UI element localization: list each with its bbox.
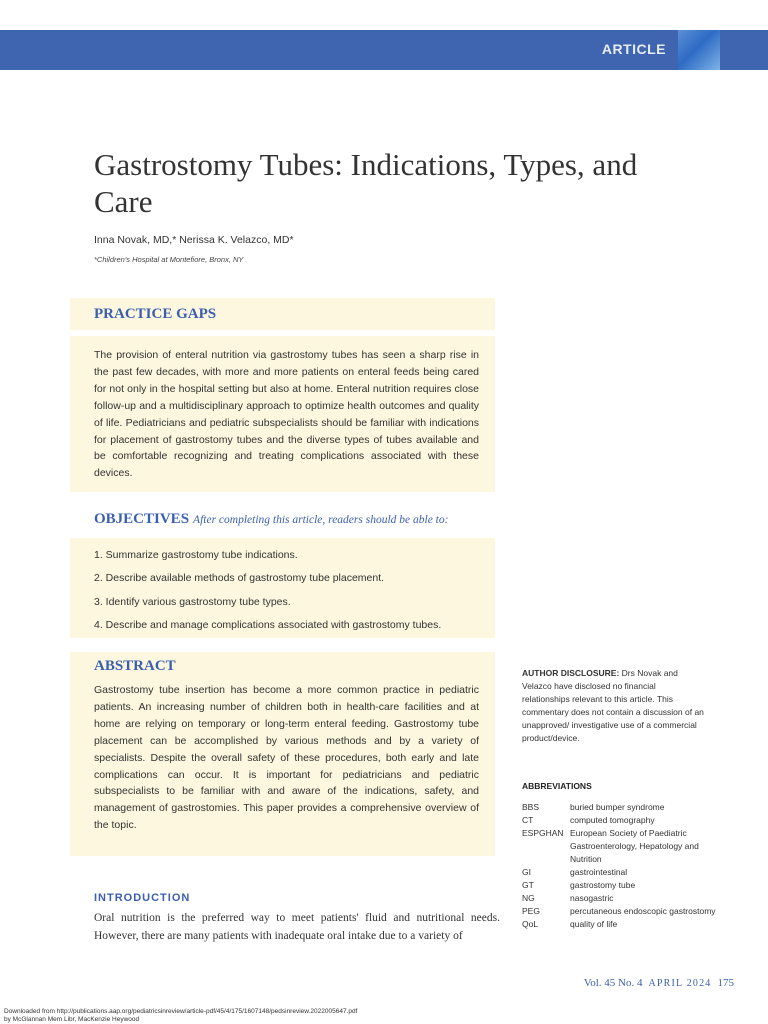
abbreviation-row xyxy=(522,892,722,905)
download-library-line: by McGlannan Mem Libr, MacKenzie Heywood xyxy=(4,1016,140,1023)
abbreviation-term: BBS xyxy=(522,802,540,812)
objective-item: 1. Summarize gastrostomy tube indications. xyxy=(94,549,298,561)
author-affiliation: *Children's Hospital at Montefiore, Bronx, NY xyxy=(94,255,244,264)
header-accent-tile xyxy=(678,30,720,70)
practice-gaps-text: The provision of enteral nutrition via gastrostomy tubes has seen a sharp rise in the past few decades, with more and more patients on enteral feeds being cared for not only in the hospital setting but also at home. Enteral nutrition requires close follow-up and a multidisciplinary approach to optimize health outcomes and quality of life. Pediatricians and pediatric subspecialists should be familiar with indications for placement of gastrostomy tubes and the diverse types of tubes available and be comfortable recognizing and treating complications associated with these devices. xyxy=(94,349,479,480)
page-footer xyxy=(584,977,734,989)
objectives-list xyxy=(94,544,441,637)
abstract-heading: ABSTRACT xyxy=(94,658,176,674)
abbreviation-term: GT xyxy=(522,880,534,890)
abbreviation-row xyxy=(522,801,722,814)
objective-item: 3. Identify various gastrostomy tube types. xyxy=(94,595,291,608)
abbreviation-row xyxy=(522,905,722,918)
introduction-heading: INTRODUCTION xyxy=(94,892,191,904)
abbreviation-meaning: nasogastric xyxy=(570,893,614,903)
abbreviation-term: PEG xyxy=(522,906,540,916)
abbreviations-heading: ABBREVIATIONS xyxy=(522,781,592,791)
practice-gaps-header-box xyxy=(70,298,495,330)
abbreviation-term: GI xyxy=(522,867,531,877)
abbreviations-list xyxy=(522,801,722,931)
abbreviation-row xyxy=(522,827,722,866)
objectives-subheading: After completing this article, readers should be able to: xyxy=(193,514,449,526)
abbreviation-meaning: buried bumper syndrome xyxy=(570,802,665,812)
abbreviation-meaning: quality of life xyxy=(570,919,618,929)
disclosure-label: AUTHOR DISCLOSURE: xyxy=(522,668,620,678)
author-list: Inna Novak, MD,* Nerissa K. Velazco, MD* xyxy=(94,234,294,246)
abbreviation-row xyxy=(522,918,722,931)
author-disclosure xyxy=(522,667,704,745)
objectives-box xyxy=(70,538,495,638)
article-header-bar xyxy=(0,30,768,70)
abbreviation-meaning: gastrostomy tube xyxy=(570,880,636,890)
introduction-paragraph: Oral nutrition is the preferred way to meet patients' fluid and nutritional needs. However, there are many patients with inadequate oral intake due to a variety of xyxy=(94,912,500,942)
abbreviation-meaning: percutaneous endoscopic gastrostomy xyxy=(570,906,716,916)
abbreviation-row xyxy=(522,866,722,879)
objectives-header xyxy=(94,510,448,528)
abbreviation-meaning: gastrointestinal xyxy=(570,867,628,877)
abbreviation-meaning: European Society of Paediatric Gastroenterology, Hepatology and Nutrition xyxy=(570,828,699,864)
objectives-heading: OBJECTIVES xyxy=(94,511,190,527)
abbreviation-meaning: computed tomography xyxy=(570,815,655,825)
article-type-label: ARTICLE xyxy=(601,41,666,57)
practice-gaps-box xyxy=(70,336,495,492)
abbreviation-term: ESPGHAN xyxy=(522,828,564,838)
issue-month: APRIL 2024 xyxy=(648,978,712,989)
download-notice xyxy=(4,1008,357,1024)
objective-item: 2. Describe available methods of gastrostomy tube placement. xyxy=(94,572,385,585)
journal-volume: Vol. 45 No. 4 xyxy=(583,977,643,989)
abbreviation-term: CT xyxy=(522,815,534,825)
abbreviation-row xyxy=(522,814,722,827)
abbreviation-row xyxy=(522,879,722,892)
article-title: Gastrostomy Tubes: Indications, Types, and Care xyxy=(94,147,638,219)
practice-gaps-heading: PRACTICE GAPS xyxy=(94,306,217,322)
abstract-box xyxy=(70,652,495,856)
abbreviation-term: NG xyxy=(522,893,535,903)
abbreviation-term: QoL xyxy=(522,919,539,929)
objective-item: 4. Describe and manage complications associated with gastrostomy tubes. xyxy=(94,618,442,631)
page-number: 175 xyxy=(717,977,734,989)
abstract-text: Gastrostomy tube insertion has become a more common practice in pediatric patients. An increasing number of children both in health-care facilities and at home are relying on temporary or long-term enteral feeding. Gastrostomy tube placement can be accomplished by various methods and by a variety of specialists. Despite the overall safety of these procedures, both early and late complications can occur. It is important for pediatricians and pediatric subspecialists to be familiar with and aware of the indications, safety, and management of gastrostomies. This paper provides a comprehensive overview of the topic. xyxy=(94,684,479,832)
disclosure-text: Drs Novak and Velazco have disclosed no financial relationships relevant to this article. This commentary does not contain a discussion of an unapproved/ investigative use of a commercial product/device. xyxy=(522,668,704,743)
download-url-line: Downloaded from http://publications.aap.org/pediatricsinreview/article-pdf/45/4/175/1607148/pedsinreview.2022005647.pdf xyxy=(4,1008,358,1015)
